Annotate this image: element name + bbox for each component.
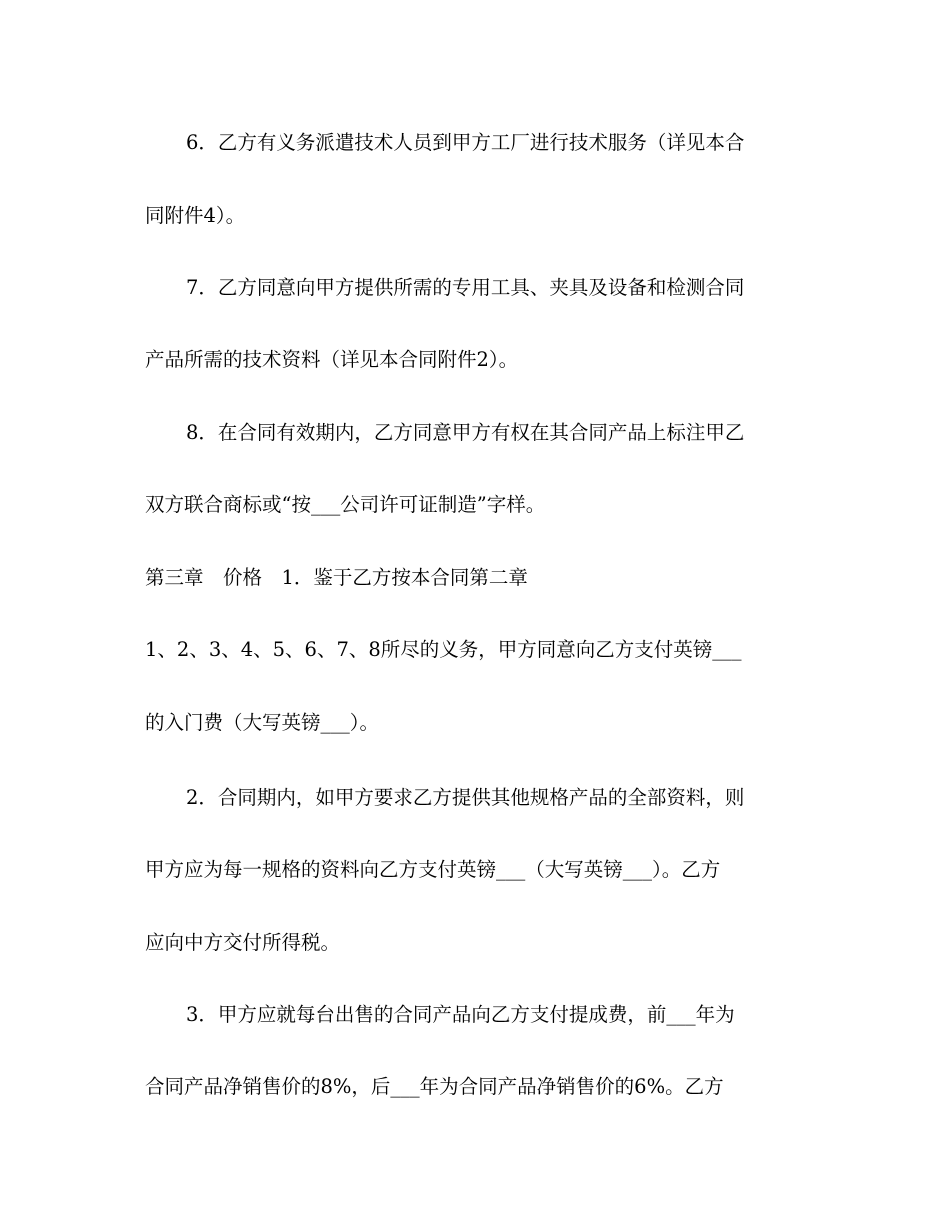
clause-8-line-2: 双方联合商标或“按___公司许可证制造”字样。: [145, 493, 546, 516]
price-clause-2-line-2: 甲方应为每一规格的资料向乙方支付英镑___（大写英镑___）。乙方: [145, 858, 721, 881]
clause-8-line-1: 8．在合同有效期内，乙方同意甲方有权在其合同产品上标注甲乙: [186, 421, 745, 444]
chapter-3-heading-line: 第三章 价格 1．鉴于乙方按本合同第二章: [145, 566, 528, 589]
price-clause-1-line-3: 的入门费（大写英镑___）。: [145, 711, 380, 734]
price-clause-3-line-1: 3．甲方应就每台出售的合同产品向乙方支付提成费，前___年为: [186, 1003, 735, 1026]
clause-6-line-1: 6．乙方有义务派遣技术人员到甲方工厂进行技术服务（详见本合: [186, 131, 745, 154]
clause-7-line-2: 产品所需的技术资料（详见本合同附件2）。: [145, 348, 519, 371]
price-clause-1-line-2: 1、2、3、4、5、6、7、8所尽的义务，甲方同意向乙方支付英镑___: [145, 638, 742, 661]
clause-6-line-2: 同附件4）。: [145, 204, 246, 227]
price-clause-2-line-1: 2．合同期内，如甲方要求乙方提供其他规格产品的全部资料，则: [186, 786, 745, 809]
price-clause-2-line-3: 应向中方交付所得税。: [145, 931, 341, 954]
price-clause-3-line-2: 合同产品净销售价的8%，后___年为合同产品净销售价的6%。乙方: [145, 1075, 724, 1098]
clause-7-line-1: 7．乙方同意向甲方提供所需的专用工具、夹具及设备和检测合同: [186, 276, 745, 299]
